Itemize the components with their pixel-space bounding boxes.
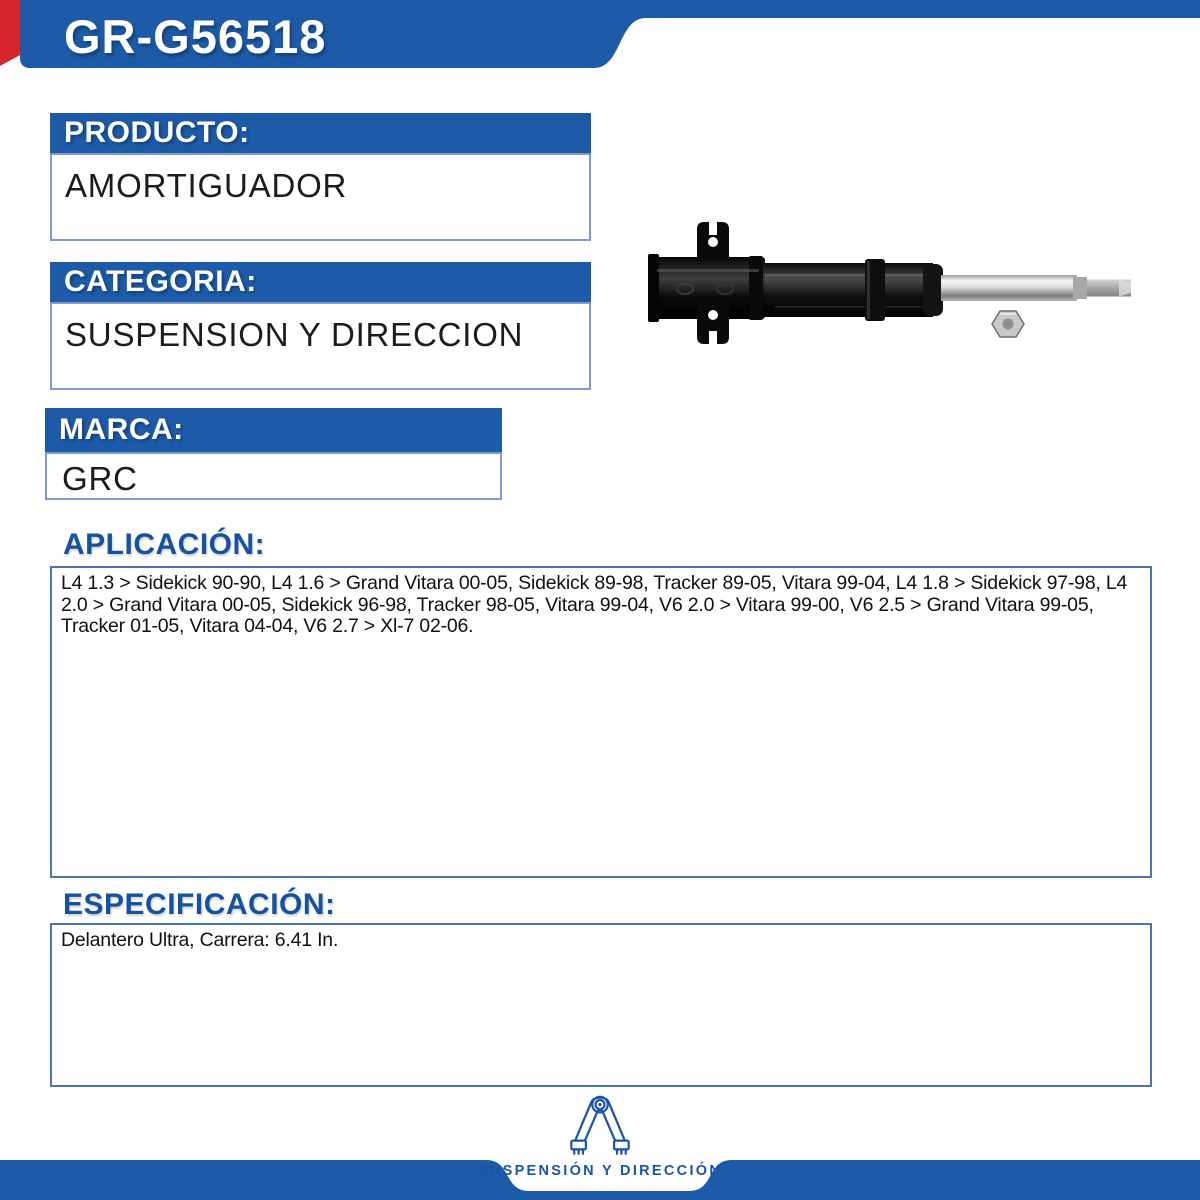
categoria-label-bar xyxy=(50,262,591,302)
strut-shoulder xyxy=(923,264,943,316)
footer-tagline: SUSPENSIÓN Y DIRECCIÓN xyxy=(477,1163,723,1179)
categoria-label: CATEGORIA: xyxy=(64,265,257,298)
aplicacion-title: APLICACIÓN: xyxy=(63,528,266,561)
header-red-accent xyxy=(0,0,20,66)
marca-value: GRC xyxy=(62,460,138,497)
especificacion-box xyxy=(50,923,1152,1087)
producto-value: AMORTIGUADOR xyxy=(65,167,348,204)
strut-rod-step xyxy=(1073,277,1087,299)
part-number-title: GR-G56518 xyxy=(64,10,327,63)
aplicacion-text: L4 1.3 > Sidekick 90-90, L4 1.6 > Grand Vitara 00-05, Sidekick 89-98, Tracker 89-05, Vitara 99-04, L4 1.8 > Sidekick 97-98, L4 2.0 > Grand Vitara 00-05, Sidekick 96-98, Tracker 98-05, Vitara 99-04, V6 2.0 > Vitara 99-00, V6 2.5 > Grand Vitara 99-05, Tracker 01-05, Vitara 04-04, V6 2.7 > Xl-7 02-06. xyxy=(61,572,1128,637)
control-arm-icon xyxy=(560,1092,640,1162)
strut-piston-rod xyxy=(941,275,1077,301)
strut-bottom-bracket xyxy=(697,301,729,344)
producto-value-box xyxy=(50,153,591,241)
producto-label-bar xyxy=(50,113,591,153)
strut-hex-nut xyxy=(992,311,1024,337)
product-photo-strut xyxy=(645,213,1140,363)
categoria-value-box xyxy=(50,302,591,390)
marca-label-bar xyxy=(45,408,502,452)
marca-label: MARCA: xyxy=(59,413,184,446)
especificacion-text: Delantero Ultra, Carrera: 6.41 In. xyxy=(61,929,339,951)
marca-value-box xyxy=(45,452,502,500)
aplicacion-box xyxy=(50,566,1152,878)
especificacion-title: ESPECIFICACIÓN: xyxy=(63,888,336,921)
categoria-value: SUSPENSION Y DIRECCION xyxy=(65,316,524,353)
strut-main-tube xyxy=(761,263,933,317)
producto-label: PRODUCTO: xyxy=(64,116,250,149)
